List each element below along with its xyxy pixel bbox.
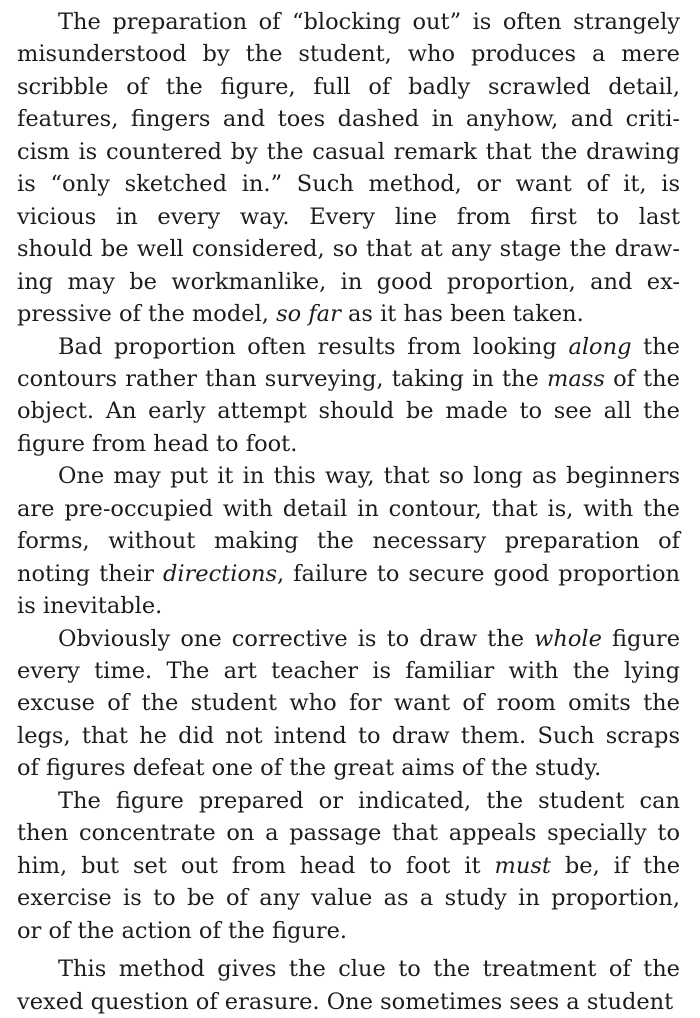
text-line bbox=[17, 720, 680, 752]
text-run: then concentrate on a passage that appeals specially to bbox=[17, 820, 680, 847]
text-line bbox=[58, 953, 680, 985]
text-run: misunderstood by the student, who produces a mere bbox=[17, 41, 680, 68]
text-line bbox=[17, 882, 680, 914]
italic-text: whole bbox=[534, 625, 602, 652]
text-run: legs, that he did not intend to draw them. Such scraps bbox=[17, 722, 680, 749]
text-line bbox=[17, 298, 680, 330]
text-line bbox=[17, 363, 680, 395]
italic-text: directions bbox=[162, 560, 278, 587]
text-line bbox=[58, 331, 680, 363]
text-line bbox=[17, 590, 680, 622]
text-line bbox=[17, 38, 680, 70]
text-run: exercise is to be of any value as a study in proportion, bbox=[17, 885, 680, 912]
text-run: cism is countered by the casual remark that the drawing bbox=[17, 138, 680, 165]
text-line bbox=[17, 71, 680, 103]
text-run: One may put it in this way, that so long as beginners bbox=[58, 463, 680, 490]
text-line bbox=[17, 395, 680, 427]
text-run: Obviously one corrective is to draw the bbox=[58, 625, 535, 652]
italic-text: mass bbox=[547, 365, 605, 392]
text-run: vexed question of erasure. One sometimes sees a student bbox=[17, 988, 674, 1015]
text-run: object. An early attempt should be made to see all the bbox=[17, 398, 680, 425]
text-run: excuse of the student who for want of room omits the bbox=[17, 690, 680, 717]
text-line bbox=[17, 558, 680, 590]
text-run: , failure to secure good proportion bbox=[277, 560, 680, 587]
text-run: is inevitable. bbox=[17, 593, 163, 620]
text-line bbox=[17, 168, 680, 200]
text-line bbox=[17, 915, 680, 947]
text-line bbox=[58, 623, 680, 655]
text-run: is “only sketched in.” Such method, or want of it, is bbox=[17, 171, 680, 198]
text-run: pressive of the model, bbox=[17, 301, 277, 328]
text-line bbox=[17, 687, 680, 719]
text-run: This method gives the clue to the treatment of the bbox=[58, 956, 680, 983]
text-line bbox=[58, 460, 680, 492]
text-line bbox=[17, 986, 680, 1018]
italic-text: so far bbox=[276, 301, 341, 328]
text-run: of the bbox=[604, 365, 680, 392]
text-run: Bad proportion often results from looking bbox=[58, 333, 569, 360]
text-line bbox=[17, 233, 680, 265]
text-run: every time. The art teacher is familiar with the lying bbox=[17, 658, 680, 684]
text-run: features, fingers and toes dashed in anyhow, and criti- bbox=[17, 106, 680, 133]
text-run: as it has been taken. bbox=[340, 301, 584, 328]
text-line bbox=[17, 525, 680, 557]
text-run: figure bbox=[601, 625, 681, 652]
text-line bbox=[17, 266, 680, 298]
text-run: The figure prepared or indicated, the student can bbox=[58, 787, 680, 814]
text-run: the bbox=[631, 333, 680, 360]
text-line bbox=[17, 817, 680, 849]
text-run: him, but set out from head to foot it bbox=[17, 852, 495, 879]
text-run: noting their bbox=[17, 560, 163, 587]
text-line bbox=[17, 850, 680, 882]
text-run: forms, without making the necessary preparation of bbox=[17, 528, 680, 555]
text-run: should be well considered, so that at any stage the draw- bbox=[17, 236, 680, 263]
text-line bbox=[17, 428, 680, 460]
text-run: scribble of the figure, full of badly scrawled detail, bbox=[17, 73, 680, 100]
text-run: figure from head to foot. bbox=[17, 430, 298, 457]
text-line bbox=[58, 6, 680, 38]
text-run: of figures defeat one of the great aims of the study. bbox=[17, 755, 602, 782]
text-line bbox=[17, 103, 680, 135]
text-run: The preparation of “blocking out” is often strangely bbox=[58, 9, 680, 35]
text-run: vicious in every way. Every line from first to last bbox=[17, 203, 680, 230]
text-run: be, if the bbox=[550, 852, 681, 879]
text-run: contours rather than surveying, taking in the bbox=[17, 365, 548, 392]
text-line bbox=[17, 201, 680, 233]
italic-text: must bbox=[494, 852, 551, 879]
text-line bbox=[17, 655, 680, 687]
text-line bbox=[58, 785, 680, 817]
text-run: ing may be workmanlike, in good proportion, and ex- bbox=[17, 268, 680, 295]
text-line bbox=[17, 136, 680, 168]
text-run: are pre-occupied with detail in contour, that is, with the bbox=[17, 495, 680, 522]
text-line bbox=[17, 752, 680, 784]
italic-text: along bbox=[568, 333, 632, 360]
text-run: or of the action of the figure. bbox=[17, 917, 348, 944]
text-line bbox=[17, 493, 680, 525]
